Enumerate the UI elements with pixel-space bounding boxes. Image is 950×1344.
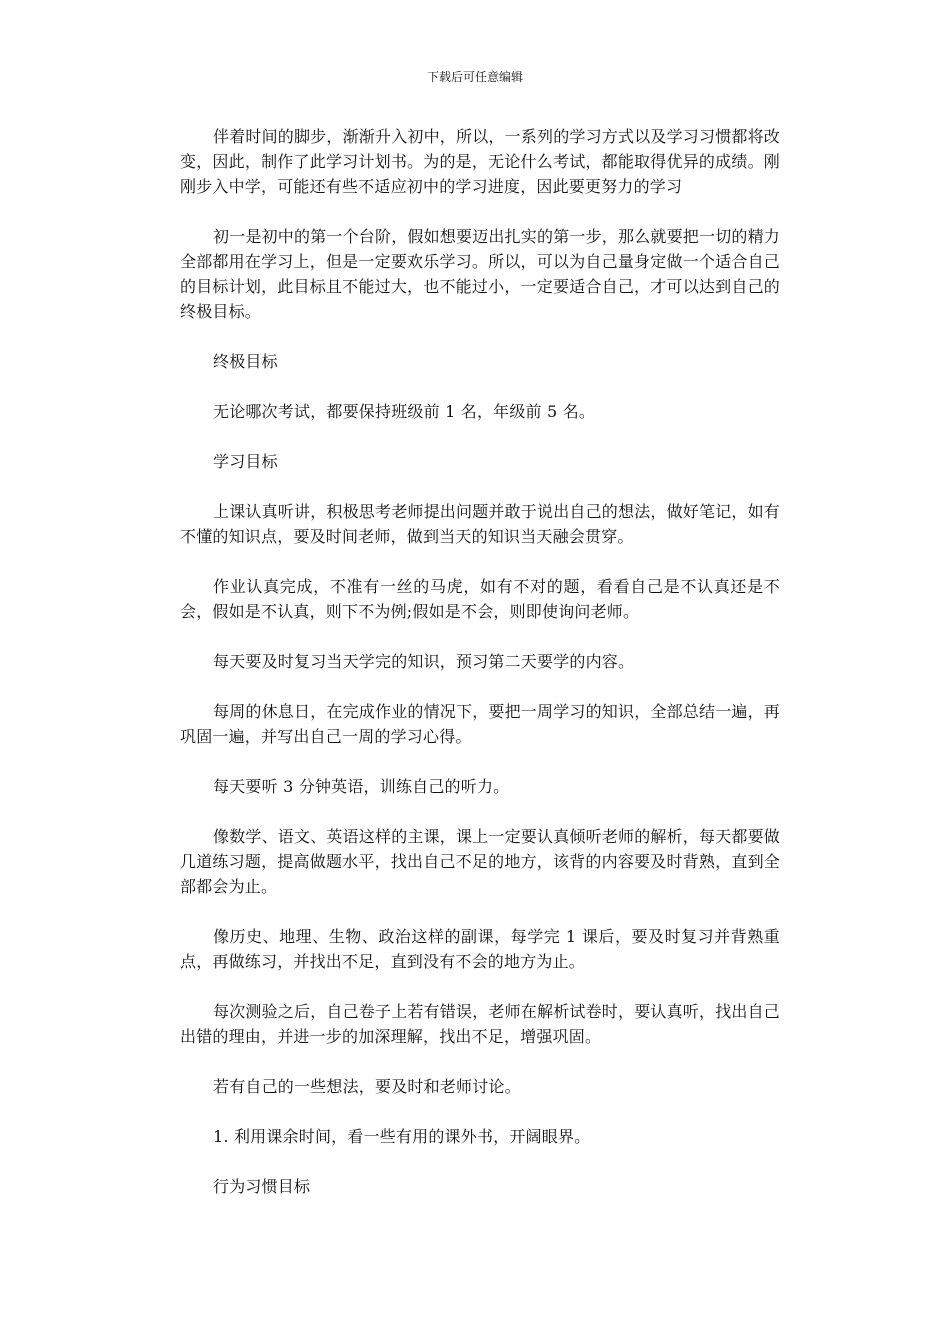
section-heading-ultimate-goal: 终极目标 [213,352,278,371]
grade-one-paragraph: 初一是初中的第一个台阶，假如想要迈出扎实的第一步，那么就要把一切的精力全部都用在学习上，但是一定要欢乐学习。所以，可以为自己量身定做一个适合自己的目标计划，此目标且不能过大，也不能过小，一定要适合自己，才可以达到自己的终极目标。 [180,227,781,321]
study-goal-paragraph-weekend: 每周的休息日，在完成作业的情况下，要把一周学习的知识，全部总结一遍，再巩固一遍，并写出自己一周的学习心得。 [180,702,781,746]
study-goal-paragraph-english: 每天要听 3 分钟英语，训练自己的听力。 [213,777,510,796]
study-goal-paragraph-tests: 每次测验之后，自己卷子上若有错误，老师在解析试卷时，要认真听，找出自己出错的理由，并进一步的加深理解，找出不足，增强巩固。 [180,1002,781,1046]
study-goal-paragraph-review: 每天要及时复习当天学完的知识，预习第二天要学的内容。 [213,652,635,671]
intro-paragraph: 伴着时间的脚步，渐渐升入初中，所以，一系列的学习方式以及学习习惯都将改变，因此，制作了此学习计划书。为的是，无论什么考试，都能取得优异的成绩。刚刚步入中学，可能还有些不适应初中的学习进度，因此要更努力的学习 [180,127,781,196]
study-goal-paragraph-reading: 1. 利用课余时间，看一些有用的课外书，开阔眼界。 [213,1127,591,1146]
study-goal-paragraph-homework: 作业认真完成，不准有一丝的马虎，如有不对的题，看看自己是不认真还是不会，假如是不认真，则下不为例;假如是不会，则即使询问老师。 [180,577,780,621]
study-goal-paragraph-discussion: 若有自己的一些想法，要及时和老师讨论。 [213,1077,521,1096]
section-heading-behavior-goal: 行为习惯目标 [213,1177,311,1196]
study-goal-paragraph-main-subjects: 像数学、语文、英语这样的主课，课上一定要认真倾听老师的解析，每天都要做几道练习题，提高做题水平，找出自己不足的地方，该背的内容要及时背熟，直到全部都会为止。 [180,827,781,896]
study-goal-paragraph-class: 上课认真听讲，积极思考老师提出问题并敢于说出自己的想法，做好笔记，如有不懂的知识点，要及时间老师，做到当天的知识当天融会贯穿。 [180,502,781,546]
study-goal-paragraph-minor-subjects: 像历史、地理、生物、政治这样的副课，每学完 1 课后，要及时复习并背熟重点，再做练习，并找出不足，直到没有不会的地方为止。 [180,927,780,971]
section-heading-study-goal: 学习目标 [213,452,278,471]
ultimate-goal-paragraph: 无论哪次考试，都要保持班级前 1 名，年级前 5 名。 [213,402,596,421]
page-header: 下载后可任意编辑 [426,70,523,84]
document-body [180,124,780,1224]
